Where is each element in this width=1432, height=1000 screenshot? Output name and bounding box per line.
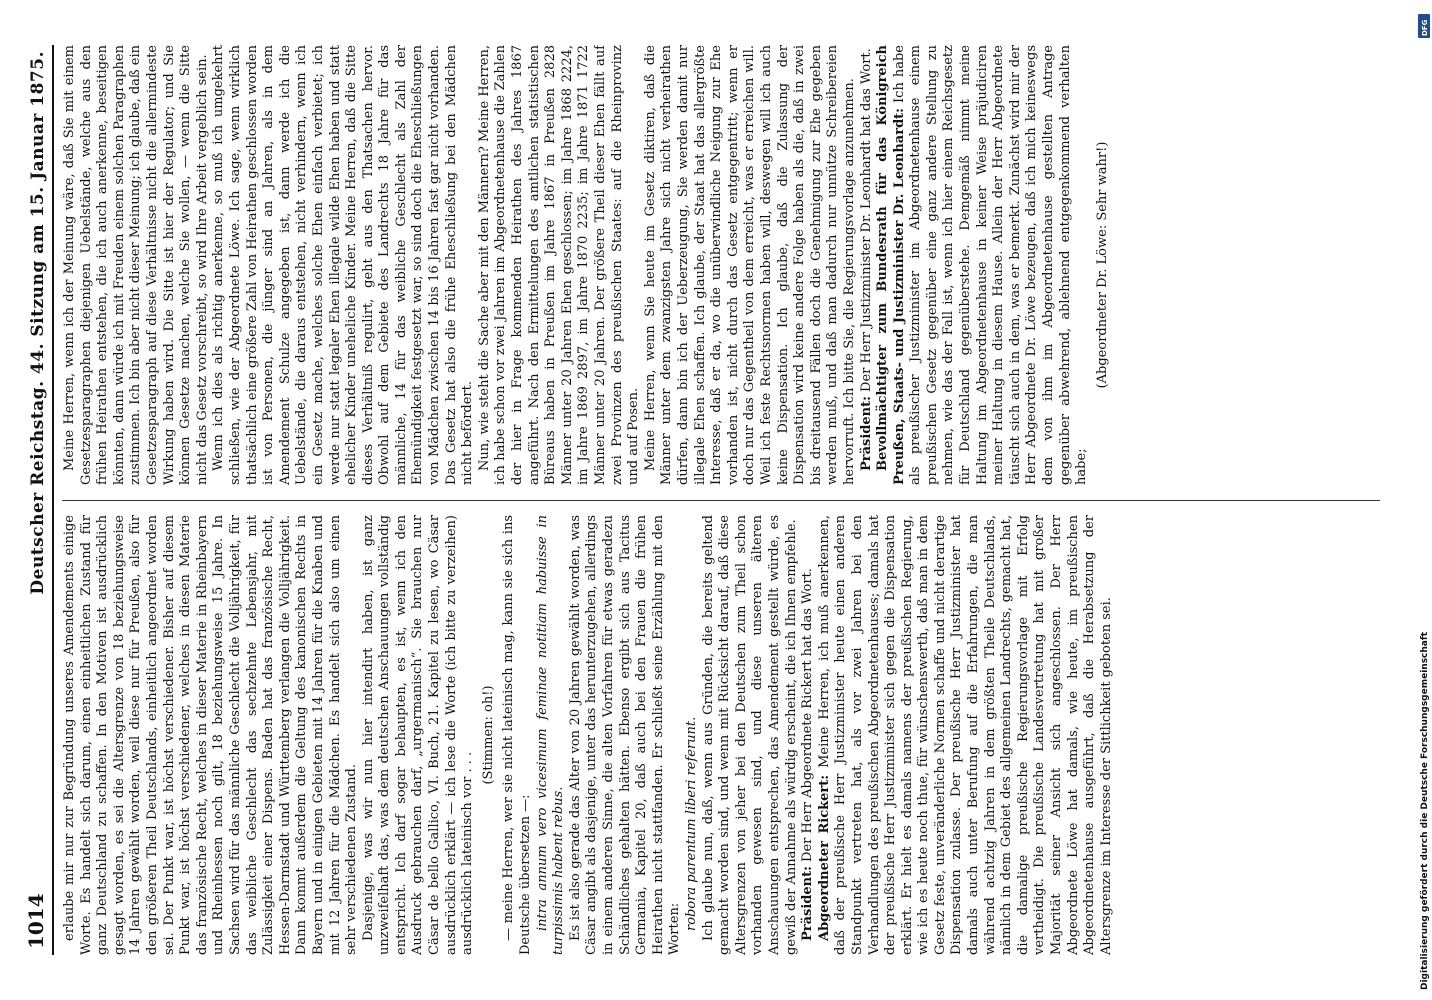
speech-text: Meine Herren, ich muß anerkennen, daß der preußische Herr Justizminister heute einen anderen Standpunkt vertreten hat, als vor zwei Jahren bei den Verhandlungen des preußischen Abgeordnetenhauses; damals hat der preußische Herr Justizminister sich gegen die Dispensation erklärt. Er hielt es damals namens der preußischen Regierung, wie ich es heute noch thue, für wünschenswerth, daß man in dem Gesetz feste, unveränderliche Normen schaffe und nicht derartige Dispensation zulasse. Der preußische Herr Justizminister hat damals auch unter Berufung auf die Erfahrungen, die man während achtzig Jahren in dem größten Theile Deutschlands, nämlich in dem Gebiet des allgemeinen Landrechts, gemacht hat, die damalige preußische Regierungsvorlage mit Erfolg vertheidigt. Die preußische Landesvertretung hat mit großer Majorität seiner Ansicht sich angeschlossen. Der Herr Abgeordnete Löwe hat damals, wie heute, im preußischen Abgeordnetenhause ausgeführt, daß die Herabsetzung der Altersgrenze im Interesse der Sittlichkeit geboten sei. [816,515,1114,955]
interjection: (Abgeordneter Dr. Löwe: Sehr wahr!) [1094,141,1110,389]
body-paragraph: Dasjenige, was wir nun hier intendirt haben, ist ganz unzweifelhaft das, was dem deutschen Anschauungen vollständig entspricht. Ich darf sogar behaupten, es ist, wenn ich den Ausdruck gebrauchen darf, „urgermanisch“. Sie brauchen nur Cäsar de bello Gallico, VI. Buch, 21. Kapitel zu lesen, wo Cäsar ausdrücklich erklärt — ich lese die Worte (ich bitte zu verzeihen) ausdrücklich lateinisch vor . . . [360,515,476,955]
body-paragraph: Meine Herren, wenn Sie heute im Gesetz diktiren, daß die Männer unter dem zwanzigsten Jahre sich nicht verheirathen dürfen, dann bin ich der Ueberzeugung, Sie werden damit nur illegale Ehen schaffen. Ich glaube, der Staat hat das allergrößte Interesse, daß er da, wo die unüberwindliche Neigung zur Ehe vorhanden ist, nicht durch das Gesetz entgegentritt; wenn er doch nur das Gegentheil von dem erreicht, was er erreichen will. Weil ich feste Rechtsnormen haben will, deswegen will ich auch keine Dispensation. Ich glaube, daß die Zulassung der Dispensation wird keine andere Folge haben als die, daß in zwei bis dreitausend Fällen doch die Genehmigung zur Ehe gegeben werden muß, und daß man dadurch nur unnütze Schreibereien hervorruft. Ich bitte Sie, die Regierungsvorlage anzunehmen. [642,45,857,485]
body-paragraph: Wenn ich dies als richtig anerkenne, so muß ich umgekehrt schließen, wie der Abgeordnete Löwe. Ich sage, wenn wirklich thatsächlich eine größere Zahl von Heirathen geschlossen worden ist von Personen, die jünger sind an Jahren, als in dem Amendement Schulze angegeben ist, dann werde ich die Uebelstände, die daraus entstehen, nicht verhindern, wenn ich ein Gesetz mache, welches solche Ehen einfach verbietet; ich werde nur statt legaler Ehen illegale wilde Ehen haben und statt ehelicher Kinder uneheliche Kinder. Meine Herren, daß die Sitte dieses Verhältniß regulirt, geht aus den Thatsachen hervor. Obwohl auf dem Gebiete des Landrechts 18 Jahre für das männliche, 14 für das weibliche Geschlecht als Zahl der Ehemündigkeit festgesetzt war, so sind doch die Eheschließungen von Mädchen zwischen 14 bis 16 Jahren fast gar nicht vorhanden. Das Gesetz hat also die frühe Eheschließung bei den Mädchen nicht befördert. [211,45,476,485]
digitization-credit: Digitalisierung gefördert durch die Deutsche Forschungsgemeinschaft [1420,631,1430,990]
body-paragraph: Nun, wie steht die Sache aber mit den Männern? Meine Herren, ich habe schon vor zwei Jahren im Abgeordnetenhause die Zahlen der hier in Frage kommenden Heirathen des Jahres 1867 angeführt. Nach den Ermittelungen des amtlichen statistischen Büreaus haben in Preußen im Jahre 1867 in Preußen 2828 Männer unter 20 Jahren Ehen geschlossen; im Jahre 1868 2224, im Jahre 1869 2897, im Jahre 1870 2235; im Jahre 1871 1722 Männer unter 20 Jahren. Der größere Theil dieser Ehen fällt auf zwei Provinzen des preußischen Staates: auf die Rheinprovinz und auf Posen. [476,45,642,485]
speaker-name: Präsident: [858,396,874,471]
page-number: 1014 [24,893,48,949]
left-column [62,515,1380,955]
body-paragraph: — meine Herren, wer sie nicht lateinisch mag, kann sie sich ins Deutsche übersetzen —: [501,515,534,955]
newspaper-page [10,45,1380,955]
speaker-paragraph [859,45,876,485]
speech-text: Der Herr Justizminister Dr. Leonhardt hat das Wort. [858,48,874,397]
interjection: (Stimmen: oh!) [480,685,496,785]
text-columns [62,45,1380,955]
speaker-name: Abgeordneter Rickert: [816,774,832,941]
dfg-logo-text: DFG [1421,19,1429,36]
speaker-name: Bevollmächtigter zum Bundesrath für das Königreich Preußen, Staats- und Justizminister Dr. Leonhardt: [875,45,907,485]
body-paragraph: Es ist also gerade das Alter von 20 Jahren gewählt worden, was Cäsar angibt als dasjenige, unter das herunterzugehen, allerdings in einem anderen Sinne, die alten Vorfahren für etwas geradezu Schändliches gehalten hätten. Ebenso ergibt sich aus Tacitus Germania, Kapitel 20, daß auch bei den Frauen die frühen Heirathen nicht stattfanden. Er schließt seine Erzählung mit den Worten: [567,515,683,955]
speaker-name: Präsident: [800,866,816,941]
page-title: Deutscher Reichstag. 44. Sitzung am 15. Januar 1875. [28,51,48,595]
body-paragraph: Meine Herren, wenn ich der Meinung wäre, daß Sie mit einem Gesetzesparagraphen diejenigen Uebelstände, welche aus den frühen Heirathen entstehen, die ich auch anerkenne, beseitigen könnten, dann würde ich mit Freuden einem solchen Paragraphen zustimmen. Ich bin aber nicht dieser Meinung; ich glaube, daß ein Gesetzesparagraph auf diese Verhältnisse nicht die allermindeste Wirkung haben wird. Die Sitte ist hier der Regulator; und Sie können Gesetze machen, welche Sie wollen, — wenn die Sitte nicht das Gesetz vorschreibt, so wird Ihre Arbeit vergeblich sein. [62,45,210,485]
right-column [62,45,1380,485]
body-paragraph: erlaube mir nur zur Begründung unseres Amendements einige Worte. Es handelt sich darum, einen einheitlichen Zustand für ganz Deutschland zu schaffen. In den Motiven ist ausdrücklich gesagt worden, es sei die Altersgrenze von 18 beziehungsweise 14 Jahren gewählt worden, weil diese nur für Preußen, also für den größeren Theil Deutschlands, einheitlich angeordnet worden sei. Der Punkt war, ist höchst verschiedener. Bisher auf diesem Punkt war, ist höchst verschiedener, welches in diesen Materie das französische Recht, welches in dieser Materie in Rheinbayern und Rheinhessen noch gilt, 18 beziehungsweise 15 Jahre. In Sachsen wird für das männliche Geschlecht die Volljährigkeit, für das weibliche Geschlecht das sechzehnte Lebensjahr, mit Zulässigkeit einer Dispens. Baden hat das französische Recht, Hessen-Darmstadt und Württemberg verlangen die Volljährigkeit. Dann kommt außerdem die Geltung des kanonischen Rechts in Bayern und in einigen Gebieten mit 14 Jahren für die Knaben und mit 12 Jahren für die Mädchen. Es handelt sich also um einen sehr verschiedenen Zustand. [62,515,360,955]
page-header [10,45,54,955]
body-paragraph: Ich glaube nun, daß, wenn aus Gründen, die bereits geltend gemacht worden sind, und wenn mit Rücksicht darauf, daß diese Altersgrenzen von jeher bei den Deutschen zum Theil schon vorhanden gewesen sind, und diese unseren älteren Anschauungen entsprechen, das Amendement gestellt würde, es gewiß der Annahme als würdig erscheint, die ich Ihnen empfehle. [700,515,799,955]
speaker-paragraph [817,515,1116,955]
latin-quote: intra annum vero vicesimum feminae notitiam habuisse in turpissimis habent rebus. [534,515,567,955]
speech-text: Der Herr Abgeordnete Rickert hat das Wort. [800,568,816,867]
latin-quote: robora parentum liberi referunt. [683,716,699,931]
speaker-paragraph [875,45,1091,485]
speech-text: Ich habe als preußischer Justizminister im Abgeordnetenhause einem preußischen Gesetz gegenüber eine ganz andere Stellung zu nehmen, wie das der Fall ist, wenn ich hier einem Reichsgesetz für Deutschland gegenüberstehe. Demgemäß nimmt meine Haltung im Abgeordnetenhause in keiner Weise präjudiciren meiner Haltung in diesem Hause. Allein der Herr Abgeordnete täuscht sich auch in dem, was er bemerkt. Zunächst wird mir der Herr Abgeordnete Dr. Löwe bezeugen, daß ich mich keineswegs dem von ihm im Abgeordnetenhause gestellten Antrage gegenüber abwehrend, ablehnend entgegenkommend verhalten habe; [891,45,1090,485]
column-divider [62,500,1380,501]
speaker-paragraph [800,515,817,955]
